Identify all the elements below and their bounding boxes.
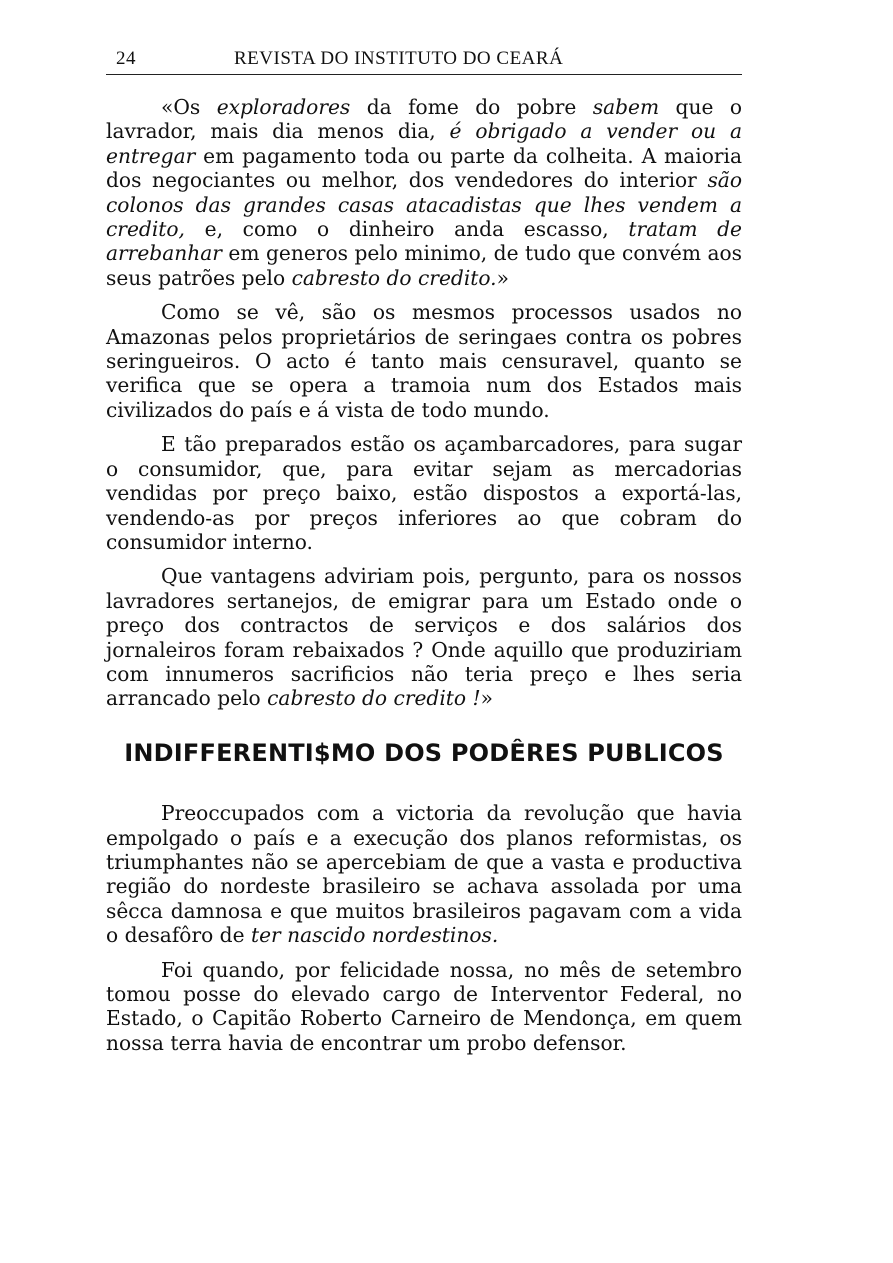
text-run: da fome do pobre: [350, 95, 593, 119]
text-run: Como se vê, são os mesmos processos usados no Amazonas pelos proprietários de seringaes contra os pobres seringueiros. O acto é tanto mais censuravel, quanto se verifica que se opera a tramoia num dos Estados mais civilizados do país e á vista de todo mundo.: [106, 300, 742, 422]
journal-title: REVISTA DO INSTITUTO DO CEARÁ: [234, 48, 564, 69]
text-run: E tão preparados estão os açambarcadores, para sugar o consumidor, que, para evitar sejam as mercadorias vendidas por preço baixo, estão dispostos a exportá-las, vendendo-as por preços inferiores ao que cobram do consumidor interno.: [106, 432, 742, 554]
italic-text: é obrigado a vender ou a entregar: [106, 119, 742, 168]
text-run: que o lavrador, mais dia menos dia,: [106, 95, 742, 144]
italic-text: sabem: [592, 95, 660, 119]
italic-text: exploradores: [216, 95, 351, 119]
running-header: [106, 40, 742, 75]
body-paragraph: [106, 564, 742, 710]
body-paragraph: [106, 300, 742, 422]
text-run: Preoccupados com a victoria da revolução que havia empolgado o país e a execução dos planos reformistas, os triumphantes não se apercebiam de que a vasta e productiva região do nordeste brasileiro se achava assolada por uma sêcca damnosa e que muitos brasileiros pagavam com a vida o desafôro de: [106, 801, 742, 948]
text-run: em generos pelo minimo, de tudo que convém aos seus patrões pelo: [106, 241, 742, 290]
text-run: Foi quando, por felicidade nossa, no mês de setembro tomou posse do elevado cargo de Interventor Federal, no Estado, o Capitão Roberto Carneiro de Mendonça, em quem nossa terra havia de encontrar um probo defensor.: [106, 957, 742, 1055]
italic-text: tratam de arrebanhar: [106, 217, 742, 266]
text-run: »: [496, 265, 509, 290]
text-run: Que vantagens adviriam pois, pergunto, para os nossos lavradores sertanejos, de emigrar para um Estado onde o preço dos contractos de serviços e dos salários dos jornaleiros foram rebaixados ? Onde aquillo que produziriam com innumeros sacrificios não teria preço e lhes seria arrancado pelo: [106, 564, 742, 711]
article-body: [106, 95, 742, 1055]
page-number: 24: [116, 48, 136, 69]
italic-text: são colonos das grandes casas atacadistas que lhes vendem a credito,: [106, 168, 742, 242]
section-paragraph: [106, 801, 742, 947]
section-text-block: [106, 801, 742, 1055]
body-paragraph: [106, 432, 742, 554]
body-paragraph: [106, 95, 742, 290]
italic-text: cabresto do credito !: [267, 686, 481, 711]
quoted-passage-block: [106, 95, 742, 711]
italic-text: cabresto do credito.: [291, 265, 497, 290]
text-run: e, como o dinheiro anda escasso,: [184, 217, 629, 242]
section-heading: INDIFFERENTI$MO DOS PODÊRES PUBLICOS: [124, 738, 724, 767]
text-run: »: [480, 686, 493, 711]
section-paragraph: [106, 958, 742, 1056]
text-run: em pagamento toda ou parte da colheita. A maioria dos negociantes ou melhor, dos vendedores do interior: [106, 143, 742, 193]
italic-text: ter nascido nordestinos.: [250, 923, 499, 948]
book-page: [106, 40, 742, 1065]
text-run: «Os: [161, 95, 217, 119]
